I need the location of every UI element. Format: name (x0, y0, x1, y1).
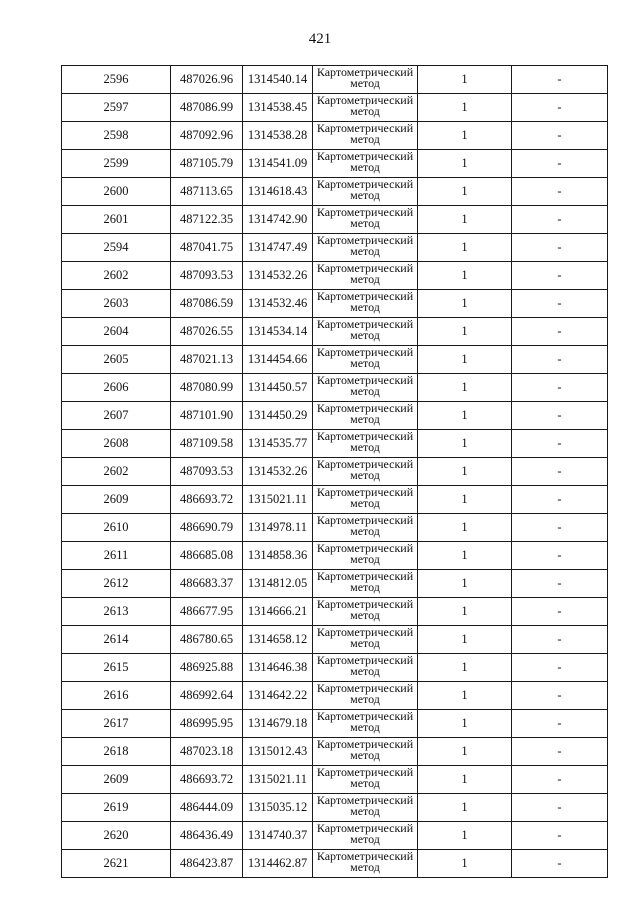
note-cell: - (512, 458, 608, 486)
note-cell: - (512, 654, 608, 682)
table-row (62, 122, 608, 150)
x-coordinate-cell: 486436.49 (171, 822, 243, 850)
method-line-2: метод (350, 216, 380, 230)
table-row (62, 794, 608, 822)
x-coordinate-cell: 487080.99 (171, 374, 243, 402)
point-number-cell: 2618 (62, 738, 171, 766)
accuracy-cell: 1 (418, 374, 512, 402)
y-coordinate-cell: 1314538.45 (243, 94, 313, 122)
table-row (62, 66, 608, 94)
point-number-cell: 2613 (62, 598, 171, 626)
method-cell (313, 430, 418, 458)
table-row (62, 850, 608, 878)
method-line-1: Картометрический (316, 569, 414, 583)
point-number-cell: 2603 (62, 290, 171, 318)
method-line-1: Картометрический (316, 401, 414, 415)
point-number-cell: 2619 (62, 794, 171, 822)
method-line-1: Картометрический (316, 233, 414, 247)
point-number-cell: 2602 (62, 262, 171, 290)
y-coordinate-cell: 1314538.28 (243, 122, 313, 150)
method-cell (313, 626, 418, 654)
accuracy-cell: 1 (418, 822, 512, 850)
method-line-2: метод (350, 328, 380, 342)
method-cell (313, 570, 418, 598)
x-coordinate-cell: 487026.55 (171, 318, 243, 346)
method-line-2: метод (350, 412, 380, 426)
method-cell (313, 514, 418, 542)
note-cell: - (512, 346, 608, 374)
x-coordinate-cell: 486423.87 (171, 850, 243, 878)
y-coordinate-cell: 1314534.14 (243, 318, 313, 346)
y-coordinate-cell: 1315035.12 (243, 794, 313, 822)
table-row (62, 458, 608, 486)
table-row (62, 430, 608, 458)
method-line-1: Картометрический (316, 205, 414, 219)
table-row (62, 402, 608, 430)
accuracy-cell: 1 (418, 66, 512, 94)
note-cell: - (512, 430, 608, 458)
x-coordinate-cell: 487093.53 (171, 262, 243, 290)
table-row (62, 374, 608, 402)
note-cell: - (512, 290, 608, 318)
method-line-2: метод (350, 720, 380, 734)
x-coordinate-cell: 487113.65 (171, 178, 243, 206)
point-number-cell: 2616 (62, 682, 171, 710)
method-cell (313, 346, 418, 374)
x-coordinate-cell: 487086.59 (171, 290, 243, 318)
method-line-2: метод (350, 748, 380, 762)
table-row (62, 626, 608, 654)
point-number-cell: 2615 (62, 654, 171, 682)
point-number-cell: 2605 (62, 346, 171, 374)
y-coordinate-cell: 1314540.14 (243, 66, 313, 94)
x-coordinate-cell: 487101.90 (171, 402, 243, 430)
method-line-2: метод (350, 300, 380, 314)
accuracy-cell: 1 (418, 710, 512, 738)
accuracy-cell: 1 (418, 850, 512, 878)
accuracy-cell: 1 (418, 766, 512, 794)
accuracy-cell: 1 (418, 598, 512, 626)
accuracy-cell: 1 (418, 738, 512, 766)
accuracy-cell: 1 (418, 150, 512, 178)
note-cell: - (512, 66, 608, 94)
x-coordinate-cell: 486677.95 (171, 598, 243, 626)
accuracy-cell: 1 (418, 290, 512, 318)
accuracy-cell: 1 (418, 346, 512, 374)
note-cell: - (512, 94, 608, 122)
note-cell: - (512, 262, 608, 290)
accuracy-cell: 1 (418, 654, 512, 682)
method-line-1: Картометрический (316, 345, 414, 359)
accuracy-cell: 1 (418, 206, 512, 234)
table-row (62, 262, 608, 290)
method-line-1: Картометрический (316, 737, 414, 751)
point-number-cell: 2611 (62, 542, 171, 570)
table-row (62, 598, 608, 626)
method-line-2: метод (350, 440, 380, 454)
method-line-2: метод (350, 804, 380, 818)
accuracy-cell: 1 (418, 794, 512, 822)
note-cell: - (512, 626, 608, 654)
y-coordinate-cell: 1314450.57 (243, 374, 313, 402)
y-coordinate-cell: 1314642.22 (243, 682, 313, 710)
y-coordinate-cell: 1314978.11 (243, 514, 313, 542)
method-cell (313, 458, 418, 486)
method-line-2: метод (350, 664, 380, 678)
method-cell (313, 542, 418, 570)
method-line-1: Картометрический (316, 317, 414, 331)
method-cell (313, 206, 418, 234)
note-cell: - (512, 570, 608, 598)
table-row (62, 318, 608, 346)
note-cell: - (512, 850, 608, 878)
y-coordinate-cell: 1314742.90 (243, 206, 313, 234)
x-coordinate-cell: 486693.72 (171, 766, 243, 794)
method-cell (313, 822, 418, 850)
y-coordinate-cell: 1314646.38 (243, 654, 313, 682)
table-row (62, 822, 608, 850)
point-number-cell: 2621 (62, 850, 171, 878)
accuracy-cell: 1 (418, 682, 512, 710)
method-cell (313, 766, 418, 794)
point-number-cell: 2612 (62, 570, 171, 598)
table-row (62, 346, 608, 374)
table-row (62, 542, 608, 570)
method-line-1: Картометрический (316, 765, 414, 779)
x-coordinate-cell: 486995.95 (171, 710, 243, 738)
point-number-cell: 2594 (62, 234, 171, 262)
method-line-1: Картометрический (316, 821, 414, 835)
x-coordinate-cell: 486444.09 (171, 794, 243, 822)
y-coordinate-cell: 1314740.37 (243, 822, 313, 850)
table-row (62, 486, 608, 514)
method-cell (313, 654, 418, 682)
method-line-2: метод (350, 384, 380, 398)
point-number-cell: 2602 (62, 458, 171, 486)
method-cell (313, 290, 418, 318)
y-coordinate-cell: 1314532.26 (243, 458, 313, 486)
method-cell (313, 122, 418, 150)
note-cell: - (512, 542, 608, 570)
method-cell (313, 486, 418, 514)
method-line-2: метод (350, 76, 380, 90)
table-row (62, 94, 608, 122)
page-number: 421 (308, 31, 332, 47)
coordinates-table-body (62, 66, 608, 878)
y-coordinate-cell: 1315012.43 (243, 738, 313, 766)
method-line-1: Картометрический (316, 849, 414, 863)
method-cell (313, 598, 418, 626)
method-cell (313, 66, 418, 94)
point-number-cell: 2606 (62, 374, 171, 402)
x-coordinate-cell: 486780.65 (171, 626, 243, 654)
point-number-cell: 2614 (62, 626, 171, 654)
x-coordinate-cell: 487109.58 (171, 430, 243, 458)
method-line-2: метод (350, 468, 380, 482)
note-cell: - (512, 710, 608, 738)
note-cell: - (512, 150, 608, 178)
x-coordinate-cell: 487026.96 (171, 66, 243, 94)
method-line-1: Картометрический (316, 373, 414, 387)
method-line-2: метод (350, 608, 380, 622)
point-number-cell: 2598 (62, 122, 171, 150)
accuracy-cell: 1 (418, 430, 512, 458)
x-coordinate-cell: 487122.35 (171, 206, 243, 234)
method-line-1: Картометрический (316, 149, 414, 163)
point-number-cell: 2596 (62, 66, 171, 94)
accuracy-cell: 1 (418, 318, 512, 346)
table-row (62, 738, 608, 766)
x-coordinate-cell: 487093.53 (171, 458, 243, 486)
coordinates-table (61, 65, 608, 878)
accuracy-cell: 1 (418, 178, 512, 206)
point-number-cell: 2620 (62, 822, 171, 850)
method-line-2: метод (350, 692, 380, 706)
point-number-cell: 2599 (62, 150, 171, 178)
method-line-2: метод (350, 188, 380, 202)
method-line-1: Картометрический (316, 625, 414, 639)
y-coordinate-cell: 1314532.46 (243, 290, 313, 318)
method-cell (313, 234, 418, 262)
x-coordinate-cell: 487092.96 (171, 122, 243, 150)
point-number-cell: 2617 (62, 710, 171, 738)
method-line-1: Картометрический (316, 261, 414, 275)
method-line-2: метод (350, 160, 380, 174)
point-number-cell: 2601 (62, 206, 171, 234)
y-coordinate-cell: 1315021.11 (243, 486, 313, 514)
note-cell: - (512, 598, 608, 626)
method-line-1: Картометрический (316, 429, 414, 443)
x-coordinate-cell: 486685.08 (171, 542, 243, 570)
point-number-cell: 2610 (62, 514, 171, 542)
note-cell: - (512, 402, 608, 430)
method-line-1: Картометрический (316, 177, 414, 191)
note-cell: - (512, 374, 608, 402)
table-row (62, 290, 608, 318)
table-row (62, 206, 608, 234)
method-line-2: метод (350, 132, 380, 146)
point-number-cell: 2597 (62, 94, 171, 122)
table-row (62, 178, 608, 206)
method-line-1: Картометрический (316, 653, 414, 667)
point-number-cell: 2600 (62, 178, 171, 206)
accuracy-cell: 1 (418, 94, 512, 122)
method-cell (313, 150, 418, 178)
note-cell: - (512, 206, 608, 234)
accuracy-cell: 1 (418, 402, 512, 430)
y-coordinate-cell: 1314747.49 (243, 234, 313, 262)
method-line-1: Картометрический (316, 93, 414, 107)
table-row (62, 766, 608, 794)
method-line-2: метод (350, 272, 380, 286)
table-row (62, 654, 608, 682)
y-coordinate-cell: 1314858.36 (243, 542, 313, 570)
point-number-cell: 2604 (62, 318, 171, 346)
method-line-1: Картометрический (316, 709, 414, 723)
y-coordinate-cell: 1314450.29 (243, 402, 313, 430)
x-coordinate-cell: 487021.13 (171, 346, 243, 374)
point-number-cell: 2607 (62, 402, 171, 430)
x-coordinate-cell: 487023.18 (171, 738, 243, 766)
method-line-2: метод (350, 356, 380, 370)
y-coordinate-cell: 1314679.18 (243, 710, 313, 738)
y-coordinate-cell: 1315021.11 (243, 766, 313, 794)
note-cell: - (512, 766, 608, 794)
method-line-2: метод (350, 496, 380, 510)
method-line-1: Картометрический (316, 457, 414, 471)
y-coordinate-cell: 1314666.21 (243, 598, 313, 626)
y-coordinate-cell: 1314462.87 (243, 850, 313, 878)
method-cell (313, 374, 418, 402)
x-coordinate-cell: 486992.64 (171, 682, 243, 710)
accuracy-cell: 1 (418, 514, 512, 542)
y-coordinate-cell: 1314618.43 (243, 178, 313, 206)
method-line-1: Картометрический (316, 513, 414, 527)
table-row (62, 710, 608, 738)
accuracy-cell: 1 (418, 122, 512, 150)
method-line-2: метод (350, 104, 380, 118)
method-line-1: Картометрический (316, 289, 414, 303)
method-line-1: Картометрический (316, 541, 414, 555)
y-coordinate-cell: 1314532.26 (243, 262, 313, 290)
point-number-cell: 2608 (62, 430, 171, 458)
method-line-2: метод (350, 580, 380, 594)
note-cell: - (512, 514, 608, 542)
y-coordinate-cell: 1314541.09 (243, 150, 313, 178)
method-cell (313, 794, 418, 822)
note-cell: - (512, 738, 608, 766)
accuracy-cell: 1 (418, 486, 512, 514)
note-cell: - (512, 178, 608, 206)
y-coordinate-cell: 1314454.66 (243, 346, 313, 374)
x-coordinate-cell: 487041.75 (171, 234, 243, 262)
method-cell (313, 682, 418, 710)
y-coordinate-cell: 1314812.05 (243, 570, 313, 598)
method-cell (313, 738, 418, 766)
accuracy-cell: 1 (418, 234, 512, 262)
method-cell (313, 710, 418, 738)
point-number-cell: 2609 (62, 766, 171, 794)
note-cell: - (512, 318, 608, 346)
method-line-2: метод (350, 244, 380, 258)
table-row (62, 570, 608, 598)
x-coordinate-cell: 486925.88 (171, 654, 243, 682)
accuracy-cell: 1 (418, 570, 512, 598)
method-line-2: метод (350, 636, 380, 650)
x-coordinate-cell: 487105.79 (171, 150, 243, 178)
y-coordinate-cell: 1314658.12 (243, 626, 313, 654)
x-coordinate-cell: 486693.72 (171, 486, 243, 514)
x-coordinate-cell: 486690.79 (171, 514, 243, 542)
method-line-1: Картометрический (316, 485, 414, 499)
table-row (62, 514, 608, 542)
accuracy-cell: 1 (418, 458, 512, 486)
method-line-2: метод (350, 552, 380, 566)
note-cell: - (512, 794, 608, 822)
method-cell (313, 402, 418, 430)
method-line-1: Картометрический (316, 65, 414, 79)
table-row (62, 150, 608, 178)
y-coordinate-cell: 1314535.77 (243, 430, 313, 458)
note-cell: - (512, 682, 608, 710)
table-row (62, 682, 608, 710)
method-cell (313, 318, 418, 346)
method-line-2: метод (350, 524, 380, 538)
accuracy-cell: 1 (418, 542, 512, 570)
method-line-1: Картометрический (316, 681, 414, 695)
x-coordinate-cell: 486683.37 (171, 570, 243, 598)
note-cell: - (512, 486, 608, 514)
x-coordinate-cell: 487086.99 (171, 94, 243, 122)
note-cell: - (512, 234, 608, 262)
method-cell (313, 178, 418, 206)
method-line-2: метод (350, 860, 380, 874)
method-line-1: Картометрический (316, 121, 414, 135)
method-cell (313, 850, 418, 878)
note-cell: - (512, 122, 608, 150)
point-number-cell: 2609 (62, 486, 171, 514)
method-line-2: метод (350, 832, 380, 846)
note-cell: - (512, 822, 608, 850)
accuracy-cell: 1 (418, 262, 512, 290)
method-cell (313, 262, 418, 290)
method-line-1: Картометрический (316, 597, 414, 611)
accuracy-cell: 1 (418, 626, 512, 654)
table-row (62, 234, 608, 262)
method-line-2: метод (350, 776, 380, 790)
method-line-1: Картометрический (316, 793, 414, 807)
method-cell (313, 94, 418, 122)
